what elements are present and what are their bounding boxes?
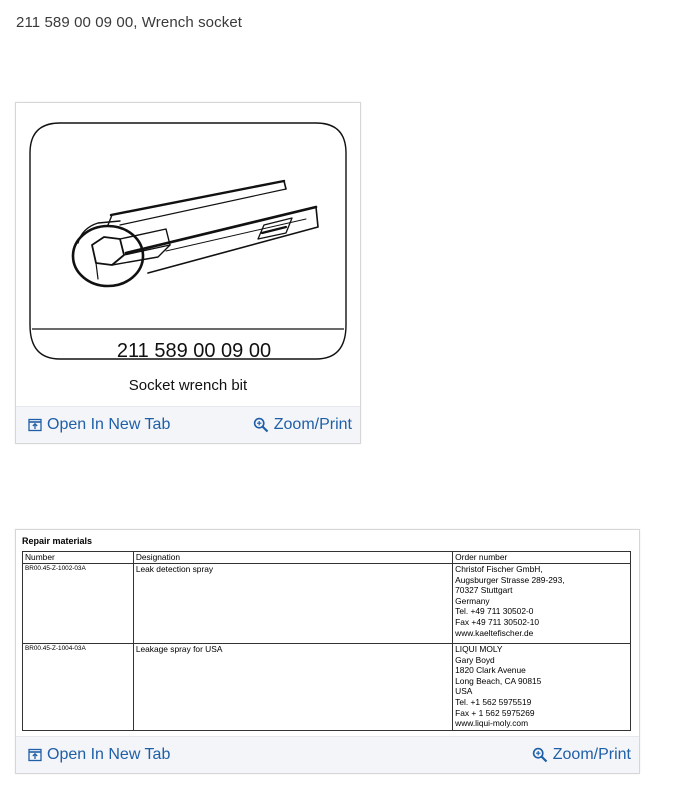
column-header-designation: Designation (133, 552, 452, 564)
order-line: USA (455, 686, 473, 697)
open-in-new-tab-label: Open In New Tab (47, 746, 171, 763)
open-in-new-tab-link[interactable] (28, 737, 170, 773)
repair-materials-card (15, 529, 640, 774)
order-line: Gary Boyd (455, 654, 495, 665)
zoom-print-label: Zoom/Print (552, 746, 631, 763)
page-title: 211 589 00 09 00, Wrench socket (16, 14, 243, 31)
zoom-print-link[interactable] (532, 737, 631, 773)
order-line: Fax +49 711 30502-10 (455, 616, 540, 627)
part-number-label: 211 589 00 09 00 (116, 340, 272, 362)
part-figure-card (15, 102, 361, 444)
order-line: 70327 Stuttgart (455, 585, 513, 596)
order-line: www.liqui-moly.com (455, 718, 529, 729)
table-row (23, 564, 631, 644)
material-designation: Leakage spray for USA (133, 644, 452, 731)
table-row (23, 644, 631, 731)
table-action-bar (16, 736, 639, 773)
material-designation: Leak detection spray (133, 564, 452, 644)
order-line: Tel. +49 711 30502-0 (455, 606, 534, 617)
order-line: 1820 Clark Avenue (455, 665, 526, 676)
repair-materials-table (22, 551, 631, 731)
material-number: BR00.45-Z-1004-03A (23, 644, 134, 731)
magnifier-zoom-icon (532, 747, 548, 763)
figure-caption: Socket wrench bit (128, 377, 248, 394)
order-line: Augsburger Strasse 289-293, (455, 574, 565, 585)
wrench-socket-illustration (16, 103, 360, 375)
material-order-number (453, 564, 631, 644)
order-line: Tel. +1 562 5975519 (455, 696, 532, 707)
column-header-order-number: Order number (453, 552, 631, 564)
repair-materials-title: Repair materials (22, 536, 93, 546)
open-in-new-tab-icon (28, 748, 42, 762)
order-line: Long Beach, CA 90815 (455, 675, 542, 686)
open-in-new-tab-label: Open In New Tab (47, 416, 171, 433)
zoom-print-link[interactable] (253, 407, 352, 443)
material-number: BR00.45-Z-1002-03A (23, 564, 134, 644)
order-line: LIQUI MOLY (455, 644, 503, 654)
order-line: www.kaeltefischer.de (455, 627, 534, 638)
zoom-print-label: Zoom/Print (273, 416, 352, 433)
open-in-new-tab-link[interactable] (28, 407, 170, 443)
order-line: Christof Fischer GmbH, (455, 564, 543, 574)
order-line: Germany (455, 595, 490, 606)
order-line: Fax + 1 562 5975269 (455, 707, 535, 718)
table-header-row (23, 552, 631, 564)
magnifier-zoom-icon (253, 417, 269, 433)
material-order-number (453, 644, 631, 731)
figure-action-bar (16, 406, 360, 443)
column-header-number: Number (23, 552, 134, 564)
open-in-new-tab-icon (28, 418, 42, 432)
